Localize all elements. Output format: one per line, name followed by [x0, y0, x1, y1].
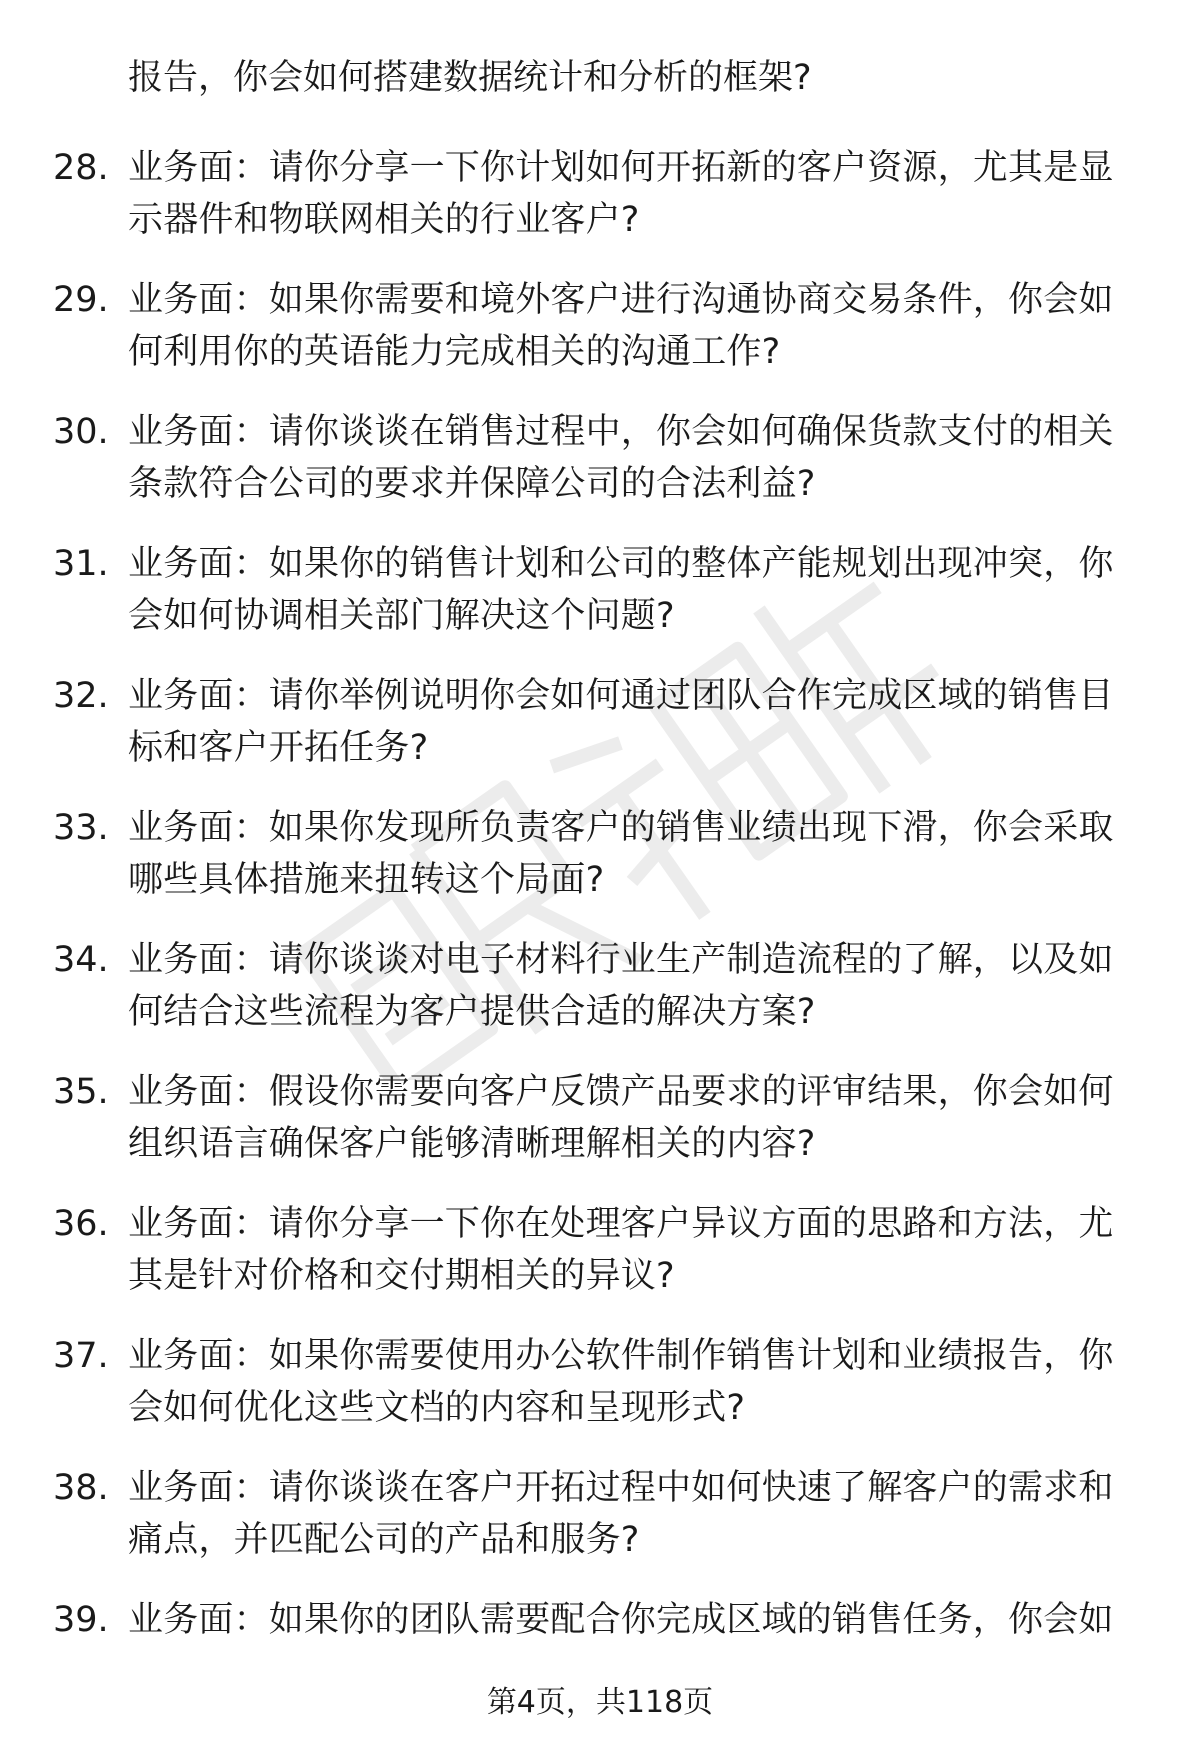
question-item — [0, 538, 1200, 670]
question-item — [0, 670, 1200, 802]
question-item — [0, 802, 1200, 934]
question-text: 业务面：请你谈谈在客户开拓过程中如何快速了解客户的需求和痛点，并匹配公司的产品和服务? — [128, 1468, 1114, 1560]
question-number: 33. — [53, 808, 109, 848]
question-text: 业务面：请你分享一下你在处理客户异议方面的思路和方法，尤其是针对价格和交付期相关的异议? — [128, 1204, 1114, 1296]
question-number: 30. — [53, 412, 109, 452]
question-text: 业务面：假设你需要向客户反馈产品要求的评审结果，你会如何组织语言确保客户能够清晰理解相关的内容? — [128, 1072, 1114, 1164]
question-item — [0, 274, 1200, 406]
question-text: 业务面：如果你需要使用办公软件制作销售计划和业绩报告，你会如何优化这些文档的内容和呈现形式? — [128, 1336, 1114, 1428]
question-number: 34. — [53, 940, 109, 980]
question-text: 业务面：请你谈谈对电子材料行业生产制造流程的了解，以及如何结合这些流程为客户提供合适的解决方案? — [128, 940, 1114, 1032]
question-number: 32. — [53, 676, 109, 716]
question-number: 39. — [53, 1600, 109, 1640]
question-number: 36. — [53, 1204, 109, 1244]
question-text: 业务面：如果你需要和境外客户进行沟通协商交易条件，你会如何利用你的英语能力完成相关的沟通工作? — [128, 280, 1114, 372]
question-number: 31. — [53, 544, 109, 584]
question-item — [0, 1066, 1200, 1198]
question-text: 业务面：请你分享一下你计划如何开拓新的客户资源，尤其是显示器件和物联网相关的行业客户? — [128, 148, 1114, 240]
question-item — [0, 1198, 1200, 1330]
question-number: 29. — [53, 280, 109, 320]
question-list — [0, 142, 1200, 1726]
question-text: 业务面：请你谈谈在销售过程中，你会如何确保货款支付的相关条款符合公司的要求并保障公司的合法利益? — [128, 412, 1114, 504]
question-item — [0, 1462, 1200, 1594]
question-text: 业务面：如果你的销售计划和公司的整体产能规划出现冲突，你会如何协调相关部门解决这个问题? — [128, 544, 1114, 636]
question-item — [0, 142, 1200, 274]
question-number: 28. — [53, 148, 109, 188]
question-item — [0, 406, 1200, 538]
question-number: 37. — [53, 1336, 109, 1376]
question-continuation-text: 报告，你会如何搭建数据统计和分析的框架? — [128, 58, 812, 98]
page-footer-pagination: 第4页，共118页 — [486, 1685, 714, 1720]
question-item — [0, 934, 1200, 1066]
question-text: 业务面：如果你的团队需要配合你完成区域的销售任务，你会如 — [128, 1600, 1114, 1640]
question-item — [0, 1330, 1200, 1462]
question-number: 35. — [53, 1072, 109, 1112]
question-number: 38. — [53, 1468, 109, 1508]
question-text: 业务面：如果你发现所负责客户的销售业绩出现下滑，你会采取哪些具体措施来扭转这个局面? — [128, 808, 1114, 900]
question-text: 业务面：请你举例说明你会如何通过团队合作完成区域的销售目标和客户开拓任务? — [128, 676, 1114, 768]
